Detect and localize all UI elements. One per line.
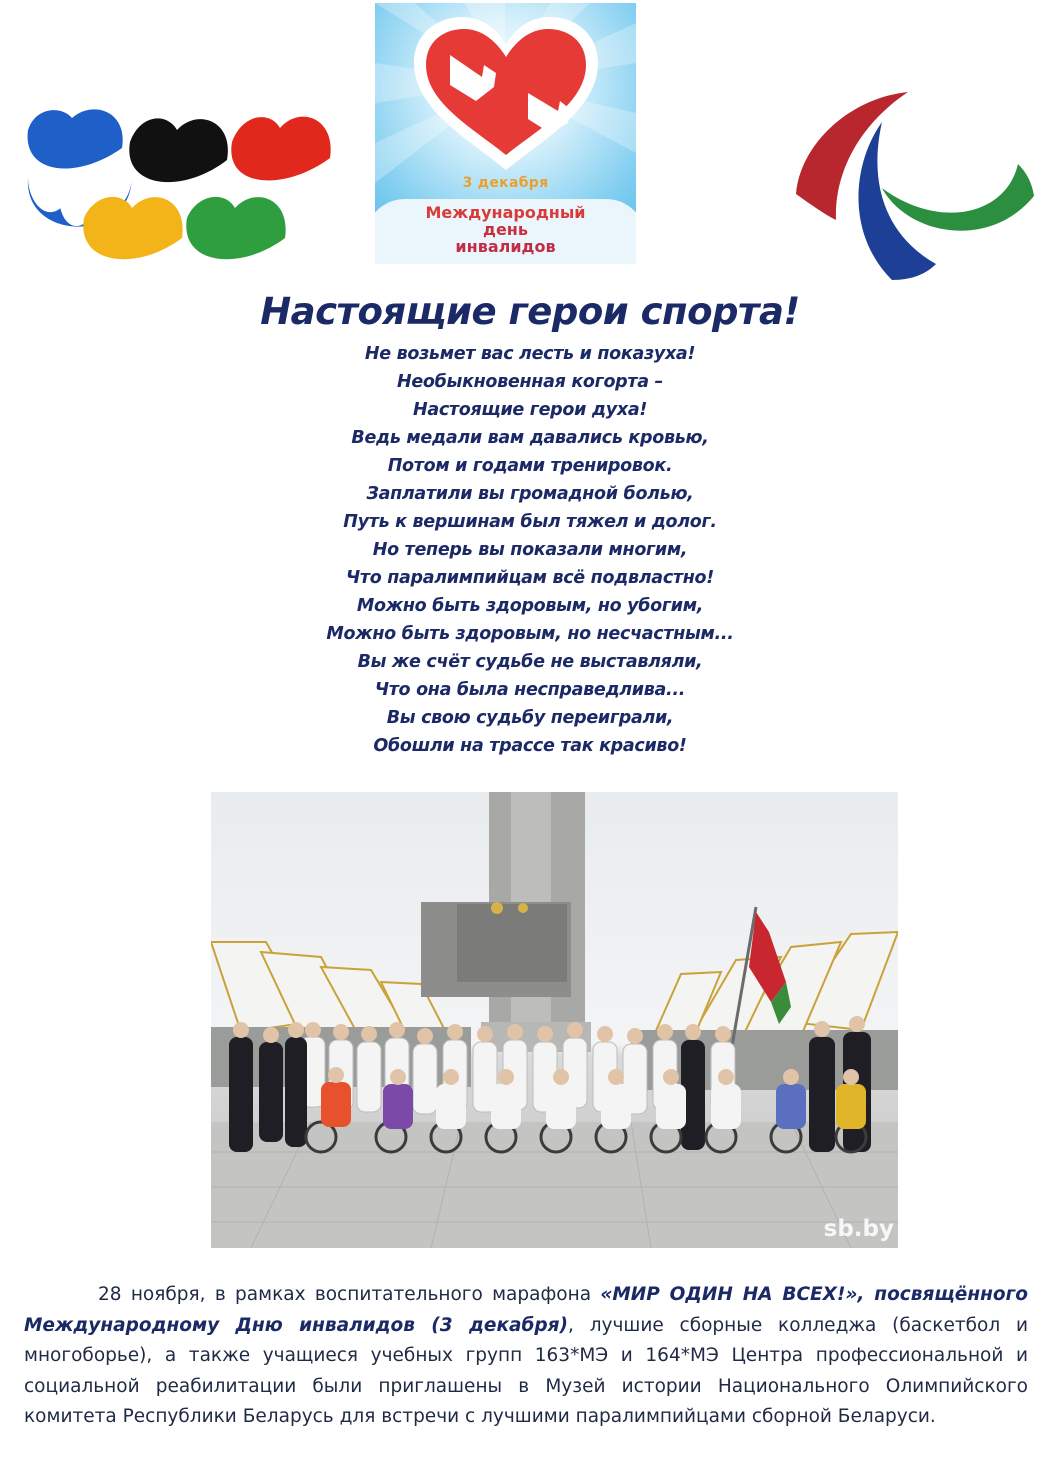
poem-line: Можно быть здоровым, но убогим, xyxy=(356,596,704,616)
poem-line: Обошли на трассе так красиво! xyxy=(373,736,687,756)
poem-line: Потом и годами тренировок. xyxy=(387,456,673,476)
article-intro: 28 ноября, в рамках воспитательного марафона xyxy=(98,1284,601,1305)
photo-watermark: sb.by xyxy=(823,1216,894,1242)
poster-line-day: день xyxy=(483,220,528,239)
poster-line-disabled: инвалидов xyxy=(455,237,556,256)
poster-line-international: Международный xyxy=(425,203,586,222)
poem-line: Можно быть здоровым, но несчастным... xyxy=(326,624,734,644)
page-title: Настоящие герои спорта! xyxy=(260,290,800,333)
blue-blob xyxy=(28,109,123,168)
article-rest: , лучшие сборные колледжа (баскетбол и многоборье), а также учащиеся учебных групп 163*МЭ и 164*МЭ Центра профессиональной и социальной реабилитации были приглашены в Музей истории Национального Олимпийского комитета Республики Беларусь для встречи с лучшими паралимпийцами сборной Беларуси. xyxy=(24,1314,1028,1427)
heart-hands-icon xyxy=(410,15,602,175)
green-blob xyxy=(186,197,285,259)
team-photo-illustration xyxy=(211,792,898,1248)
poem-line: Что паралимпийцам всё подвластно! xyxy=(346,568,714,588)
poem xyxy=(0,340,1060,760)
poem-line: Необыкновенная когорта – xyxy=(396,372,664,392)
olympic-rings-logo-icon xyxy=(22,100,342,290)
team-photo xyxy=(211,792,898,1248)
black-blob xyxy=(129,118,228,182)
poster-date: 3 декабря xyxy=(462,175,549,191)
poem-line: Путь к вершинам был тяжел и долог. xyxy=(343,512,717,532)
red-blob xyxy=(231,117,330,181)
poem-line: Настоящие герои духа! xyxy=(412,400,648,420)
yellow-blob xyxy=(83,197,182,259)
paralympic-agitos-logo-icon xyxy=(790,84,1040,289)
poem-line: Заплатили вы громадной болью, xyxy=(366,484,694,504)
poem-line: Ведь медали вам давались кровью, xyxy=(351,428,709,448)
disability-day-poster xyxy=(375,3,636,264)
poem-line: Но теперь вы показали многим, xyxy=(372,540,688,560)
poem-line: Не возьмет вас лесть и показуха! xyxy=(364,344,696,364)
green-agito xyxy=(882,164,1034,231)
poem-line: Что она была несправедлива... xyxy=(374,680,686,700)
article-paragraph xyxy=(24,1280,1028,1433)
poem-line: Вы же счёт судьбе не выставляли, xyxy=(357,652,703,672)
poem-line: Вы свою судьбу переиграли, xyxy=(386,708,674,728)
article-highlight: «МИР ОДИН НА ВСЕХ!», посвящённого Международному Дню инвалидов (3 декабря) xyxy=(24,1284,1028,1336)
